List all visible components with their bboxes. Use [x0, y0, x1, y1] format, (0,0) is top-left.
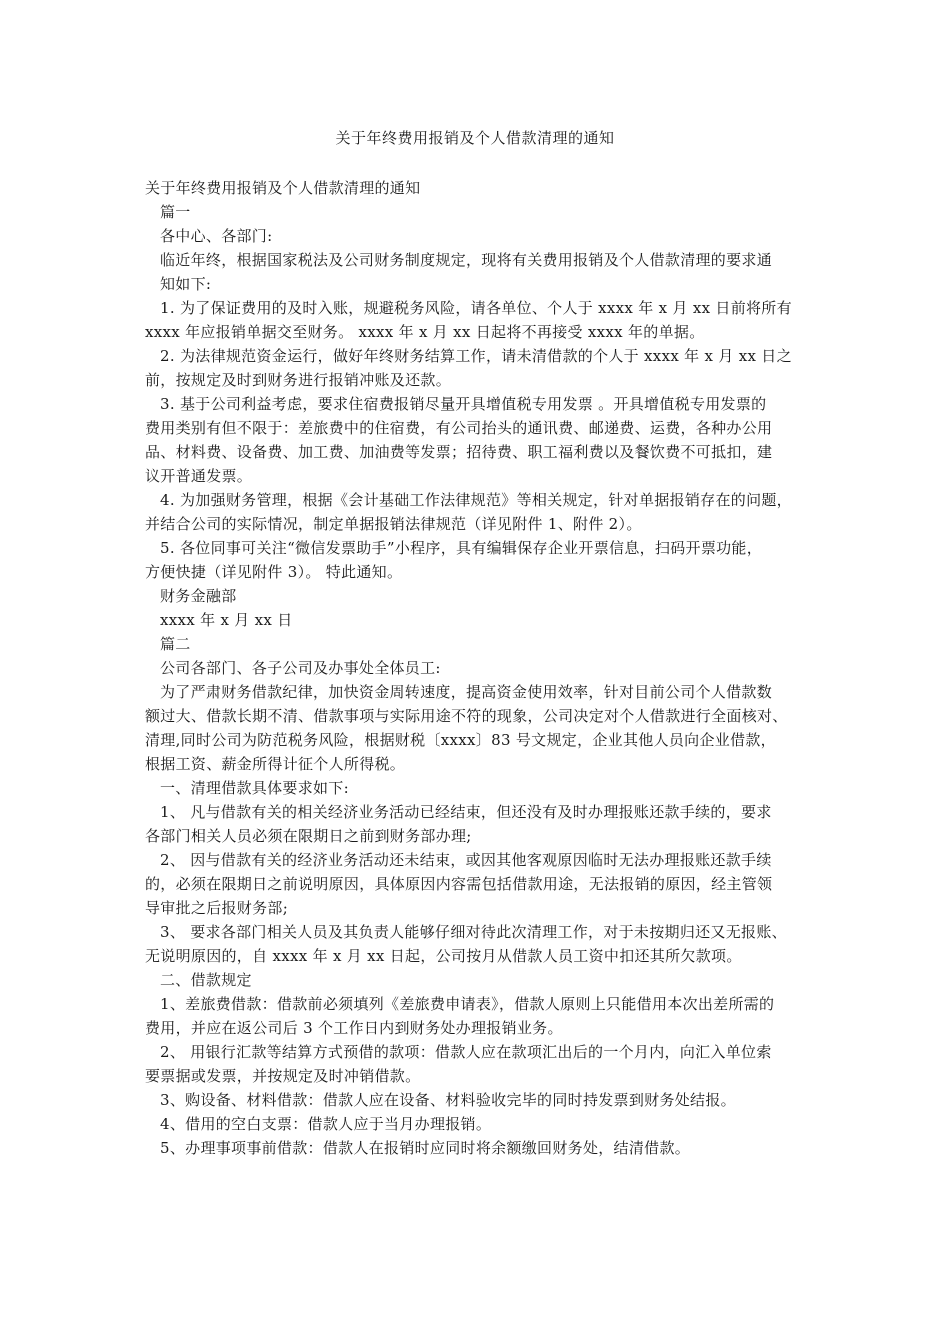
- text-line: 3、 要求各部门相关人员及其负责人能够仔细对待此次清理工作，对于未按期归还又无报账、: [160, 923, 787, 941]
- text-line: 1、差旅费借款：借款前必须填列《差旅费申请表》，借款人原则上只能借用本次出差所需的: [160, 995, 775, 1013]
- text-line: xxxx 年应报销单据交至财务。 xxxx 年 x 月 xx 日起将不再接受 xxxx 年的单据。: [145, 323, 705, 341]
- text-line: 临近年终，根据国家税法及公司财务制度规定，现将有关费用报销及个人借款清理的要求通: [160, 251, 773, 269]
- text-line: 费用，并应在返公司后 3 个工作日内到财务处办理报销业务。: [145, 1019, 563, 1037]
- text-line: 一、清理借款具体要求如下:: [160, 779, 349, 797]
- text-line: xxxx 年 x 月 xx 日: [160, 611, 293, 629]
- text-line: 4. 为加强财务管理，根据《会计基础工作法律规范》等相关规定，针对单据报销存在的问题，: [160, 491, 792, 509]
- text-line: 的，必须在限期日之前说明原因，具体原因内容需包括借款用途，无法报销的原因，经主管领: [145, 875, 773, 893]
- text-line: 要票据或发票，并按规定及时冲销借款。: [145, 1067, 421, 1085]
- text-line: 前，按规定及时到财务进行报销冲账及还款。: [145, 371, 452, 389]
- text-line: 5、办理事项事前借款：借款人在报销时应同时将余额缴回财务处，结清借款。: [160, 1139, 691, 1157]
- text-line: 并结合公司的实际情况，制定单据报销法律规范（详见附件 1、附件 2）。: [145, 515, 642, 533]
- text-line: 1. 为了保证费用的及时入账，规避税务风险，请各单位、个人于 xxxx 年 x 月 xx 日前将所有: [160, 299, 792, 317]
- text-line: 额过大、借款长期不清、借款事项与实际用途不符的现象，公司决定对个人借款进行全面核对、: [145, 707, 788, 725]
- text-line: 3、购设备、材料借款：借款人应在设备、材料验收完毕的同时持发票到财务处结报。: [160, 1091, 736, 1109]
- text-line: 品、材料费、设备费、加工费、加油费等发票；招待费、职工福利费以及餐饮费不可抵扣，建: [145, 443, 773, 461]
- text-line: 为了严肃财务借款纪律，加快资金周转速度，提高资金使用效率，针对目前公司个人借款数: [160, 683, 773, 701]
- text-line: 1、 凡与借款有关的相关经济业务活动已经结束，但还没有及时办理报账还款手续的，要求: [160, 803, 772, 821]
- text-line: 公司各部门、各子公司及办事处全体员工:: [160, 659, 441, 677]
- text-line: 4、借用的空白支票：借款人应于当月办理报销。: [160, 1115, 492, 1133]
- text-line: 清理,同时公司为防范税务风险，根据财税〔xxxx〕83 号文规定，企业其他人员向企业借款，: [145, 731, 776, 749]
- text-line: 2、 因与借款有关的经济业务活动还未结束，或因其他客观原因临时无法办理报账还款手续: [160, 851, 772, 869]
- text-line: 根据工资、薪金所得计征个人所得税。: [145, 755, 406, 773]
- document-title: 关于年终费用报销及个人借款清理的通知: [335, 129, 615, 147]
- text-line: 导审批之后报财务部;: [145, 899, 289, 917]
- text-line: 议开普通发票。: [145, 467, 253, 485]
- document-body: [145, 176, 820, 1160]
- text-line: 费用类别有但不限于：差旅费中的住宿费，有公司抬头的通讯费、邮递费、运费，各种办公用: [145, 419, 773, 437]
- text-line: 篇一: [160, 203, 191, 221]
- text-line: 5. 各位同事可关注“微信发票助手”小程序，具有编辑保存企业开票信息，扫码开票功能，: [160, 539, 763, 557]
- text-line: 2、 用银行汇款等结算方式预借的款项：借款人应在款项汇出后的一个月内，向汇入单位索: [160, 1043, 772, 1061]
- text-line: 3. 基于公司利益考虑，要求住宿费报销尽量开具增值税专用发票 。开具增值税专用发票的: [160, 395, 767, 413]
- text-line: 各中心、各部门:: [160, 227, 273, 245]
- text-line: 无说明原因的，自 xxxx 年 x 月 xx 日起，公司按月从借款人员工资中扣还其所欠款项。: [145, 947, 742, 965]
- text-line: 2. 为法律规范资金运行，做好年终财务结算工作，请未清借款的个人于 xxxx 年 x 月 xx 日之: [160, 347, 792, 365]
- text-line: 关于年终费用报销及个人借款清理的通知: [145, 179, 421, 197]
- text-line: 二、借款规定: [160, 971, 252, 989]
- text-line: 方便快捷（详见附件 3）。 特此通知。: [145, 563, 403, 581]
- text-line: 知如下:: [160, 275, 212, 293]
- text-line: 财务金融部: [160, 587, 237, 605]
- text-line: 篇二: [160, 635, 191, 653]
- text-line: 各部门相关人员必须在限期日之前到财务部办理;: [145, 827, 472, 845]
